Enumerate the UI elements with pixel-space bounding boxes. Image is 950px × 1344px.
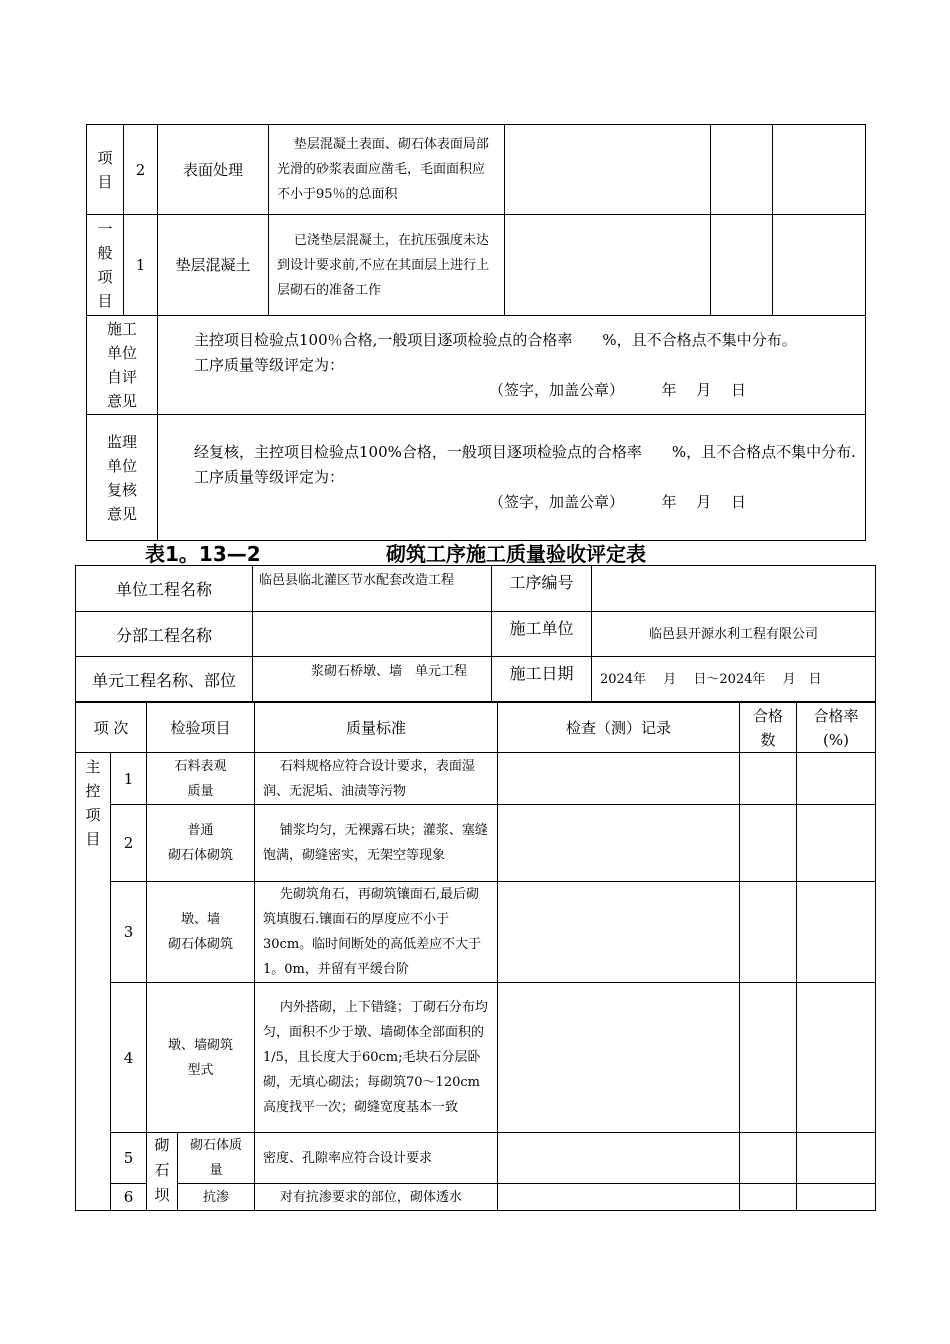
inspection-record bbox=[505, 215, 711, 316]
review-signature: （签字，加盖公章） 年 月 日 bbox=[489, 493, 747, 511]
table-row bbox=[76, 882, 876, 983]
quality-standard: 已浇垫层混凝土，在抗压强度未达到设计要求前,不应在其面层上进行上层砌石的准备工作 bbox=[269, 215, 505, 316]
row-number: 3 bbox=[111, 882, 147, 983]
header-seq: 项 次 bbox=[76, 703, 147, 753]
row-number: 4 bbox=[111, 983, 147, 1133]
info-row-element bbox=[76, 657, 876, 702]
inspection-item: 墩、墙砌筑 型式 bbox=[147, 983, 255, 1133]
row-number: 6 bbox=[111, 1184, 147, 1211]
header-row bbox=[76, 703, 876, 753]
inspection-record bbox=[498, 805, 740, 882]
pass-rate bbox=[797, 882, 876, 983]
unit-project-label: 单位工程名称 bbox=[76, 566, 253, 612]
info-row-sub bbox=[76, 612, 876, 657]
inspection-item: 普通 砌石体砌筑 bbox=[147, 805, 255, 882]
main-row-2 bbox=[87, 125, 866, 215]
pass-rate bbox=[797, 753, 876, 805]
row-number: 2 bbox=[124, 125, 158, 215]
pass-rate bbox=[797, 1184, 876, 1211]
table-row bbox=[76, 805, 876, 882]
pass-count bbox=[711, 215, 773, 316]
pass-rate bbox=[797, 805, 876, 882]
main-category: 主 控 项 目 bbox=[76, 753, 111, 1211]
pass-rate bbox=[797, 983, 876, 1133]
info-table bbox=[75, 565, 876, 702]
inspection-record bbox=[498, 1133, 740, 1184]
inspection-record bbox=[498, 882, 740, 983]
date-label: 施工日期 bbox=[492, 657, 592, 702]
pass-rate bbox=[773, 215, 866, 316]
element-label: 单元工程名称、部位 bbox=[76, 657, 253, 702]
general-row-1 bbox=[87, 215, 866, 316]
process-no-label: 工序编号 bbox=[492, 566, 592, 612]
pass-rate bbox=[773, 125, 866, 215]
header-pass-count: 合格 数 bbox=[740, 703, 797, 753]
element-value: 浆砌石桥墩、墙 单元工程 bbox=[253, 657, 492, 702]
inspection-item: 表面处理 bbox=[158, 125, 269, 215]
inspection-record bbox=[498, 1184, 740, 1211]
header-standard: 质量标准 bbox=[255, 703, 498, 753]
inspection-item: 石料表观 质量 bbox=[147, 753, 255, 805]
row-number: 1 bbox=[124, 215, 158, 316]
self-eval-label: 施工 单位 自评 意见 bbox=[87, 316, 158, 415]
inspection-table bbox=[75, 702, 876, 1211]
self-eval-row bbox=[87, 316, 866, 415]
sub-project-value bbox=[253, 612, 492, 657]
pass-count bbox=[740, 753, 797, 805]
self-eval-content bbox=[158, 316, 866, 415]
quality-standard: 石料规格应符合设计要求，表面湿润、无泥垢、油渍等污物 bbox=[255, 753, 498, 805]
pass-count bbox=[740, 1184, 797, 1211]
row-number: 1 bbox=[111, 753, 147, 805]
self-eval-line2: 工序质量等级评定为： bbox=[194, 355, 345, 374]
row-number: 2 bbox=[111, 805, 147, 882]
date-value: 2024年 月 日～2024年 月 日 bbox=[592, 657, 876, 702]
header-record: 检查（测）记录 bbox=[498, 703, 740, 753]
table-row bbox=[76, 983, 876, 1133]
constructor-value: 临邑县开源水利工程有限公司 bbox=[592, 612, 876, 657]
pass-count bbox=[740, 983, 797, 1133]
inspection-record bbox=[498, 753, 740, 805]
header-item: 检验项目 bbox=[147, 703, 255, 753]
quality-standard: 铺浆均匀，无裸露石块；灌浆、塞缝饱满，砌缝密实，无架空等现象 bbox=[255, 805, 498, 882]
inspection-item: 垫层混凝土 bbox=[158, 215, 269, 316]
top-table bbox=[86, 124, 866, 541]
inspection-record bbox=[505, 125, 711, 215]
quality-standard: 密度、孔隙率应符合设计要求 bbox=[255, 1133, 498, 1184]
pass-count bbox=[740, 805, 797, 882]
review-line2: 工序质量等级评定为： bbox=[194, 468, 345, 486]
info-row-unit bbox=[76, 566, 876, 612]
category-cell: 项 目 bbox=[87, 125, 124, 215]
form-title: 表1。13—2 砌筑工序施工质量验收评定表 bbox=[145, 542, 646, 566]
sub-project-label: 分部工程名称 bbox=[76, 612, 253, 657]
quality-standard: 对有抗渗要求的部位，砌体透水 bbox=[255, 1184, 498, 1211]
self-eval-line1: 主控项目检验点100％合格,一般项目逐项检验点的合格率 %，且不合格点不集中分布。 bbox=[194, 330, 797, 349]
row-number: 5 bbox=[111, 1133, 147, 1184]
review-label: 监理 单位 复核 意见 bbox=[87, 415, 158, 541]
table-row bbox=[76, 1133, 876, 1184]
dam-group: 砌 石 坝 bbox=[147, 1133, 178, 1211]
table-row bbox=[76, 1184, 876, 1211]
pass-rate bbox=[797, 1133, 876, 1184]
review-line1: 经复核，主控项目检验点100%合格，一般项目逐项检验点的合格率 %，且不合格点不集中分布. bbox=[194, 443, 856, 461]
quality-standard: 垫层混凝土表面、砌石体表面局部光滑的砂浆表面应凿毛，毛面面积应不小于95％的总面积 bbox=[269, 125, 505, 215]
inspection-item: 抗渗 bbox=[178, 1184, 255, 1211]
inspection-item: 砌石体质 量 bbox=[178, 1133, 255, 1184]
inspection-record bbox=[498, 983, 740, 1133]
table-row bbox=[76, 753, 876, 805]
review-row bbox=[87, 415, 866, 541]
review-content bbox=[158, 415, 866, 541]
pass-count bbox=[711, 125, 773, 215]
pass-count bbox=[740, 1133, 797, 1184]
process-no-value bbox=[592, 566, 876, 612]
quality-standard: 内外搭砌，上下错缝；丁砌石分布均匀，面积不少于墩、墙砌体全部面积的1/5，且长度大于60cm;毛块石分层卧砌，无填心砌法；每砌筑70～120cm高度找平一次；砌缝宽度基本一致 bbox=[255, 983, 498, 1133]
inspection-item: 墩、墙 砌石体砌筑 bbox=[147, 882, 255, 983]
constructor-label: 施工单位 bbox=[492, 612, 592, 657]
category-cell: 一 般 项 目 bbox=[87, 215, 124, 316]
quality-standard: 先砌筑角石，再砌筑镶面石,最后砌筑填腹石.镶面石的厚度应不小于30cm。临时间断处的高低差应不大于1。0m，并留有平缓台阶 bbox=[255, 882, 498, 983]
unit-project-value: 临邑县临北灌区节水配套改造工程 bbox=[253, 566, 492, 612]
self-eval-signature: （签字，加盖公章） 年 月 日 bbox=[489, 380, 747, 399]
pass-count bbox=[740, 882, 797, 983]
header-pass-rate: 合格率 (%) bbox=[797, 703, 876, 753]
